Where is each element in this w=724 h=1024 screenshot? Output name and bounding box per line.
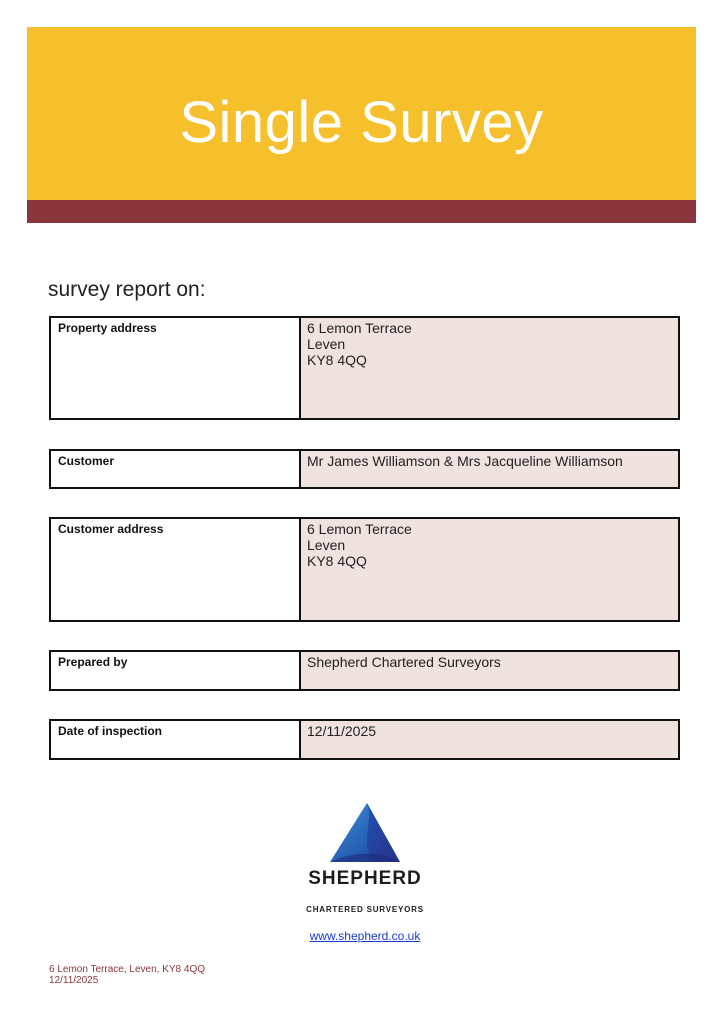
- customer-address-line: 6 Lemon Terrace: [307, 521, 412, 537]
- customer-value: [301, 451, 678, 487]
- date-of-inspection-date: 12/11/2025: [307, 723, 377, 739]
- banner-stripe: [27, 200, 696, 223]
- customer-label: Customer: [51, 451, 301, 487]
- date-of-inspection-label: Date of inspection: [51, 721, 301, 758]
- property-address-table: [49, 316, 680, 420]
- property-address-value: [301, 318, 678, 418]
- footer-date: 12/11/2025: [49, 975, 99, 986]
- report-subtitle: survey report on:: [48, 278, 206, 301]
- customer-address-label: Customer address: [51, 519, 301, 620]
- title-banner: [27, 27, 696, 200]
- prepared-by-name: Shepherd Chartered Surveyors: [307, 654, 501, 670]
- date-of-inspection-table: [49, 719, 680, 760]
- prepared-by-table: [49, 650, 680, 691]
- customer-address-line: KY8 4QQ: [307, 553, 367, 569]
- property-address-line: Leven: [307, 336, 346, 352]
- customer-table: [49, 449, 680, 489]
- shepherd-logo: [300, 800, 430, 920]
- triangle-logo-icon: [300, 800, 430, 868]
- property-address-line: 6 Lemon Terrace: [307, 320, 412, 336]
- logo-wordmark: SHEPHERD: [308, 868, 422, 889]
- footer-address: 6 Lemon Terrace, Leven, KY8 4QQ: [49, 964, 206, 975]
- prepared-by-label: Prepared by: [51, 652, 301, 689]
- customer-address-table: [49, 517, 680, 622]
- prepared-by-value: [301, 652, 678, 689]
- date-of-inspection-value: [301, 721, 678, 758]
- page-footer: [49, 964, 205, 986]
- logo-tagline: CHARTERED SURVEYORS: [306, 905, 424, 914]
- customer-address-line: Leven: [307, 537, 346, 553]
- page-title: Single Survey: [179, 90, 544, 155]
- property-address-line: KY8 4QQ: [307, 352, 367, 368]
- customer-address-value: [301, 519, 678, 620]
- customer-name: Mr James Williamson & Mrs Jacqueline Williamson: [307, 453, 623, 469]
- property-address-label: Property address: [51, 318, 301, 418]
- website-link[interactable]: www.shepherd.co.uk: [309, 929, 421, 943]
